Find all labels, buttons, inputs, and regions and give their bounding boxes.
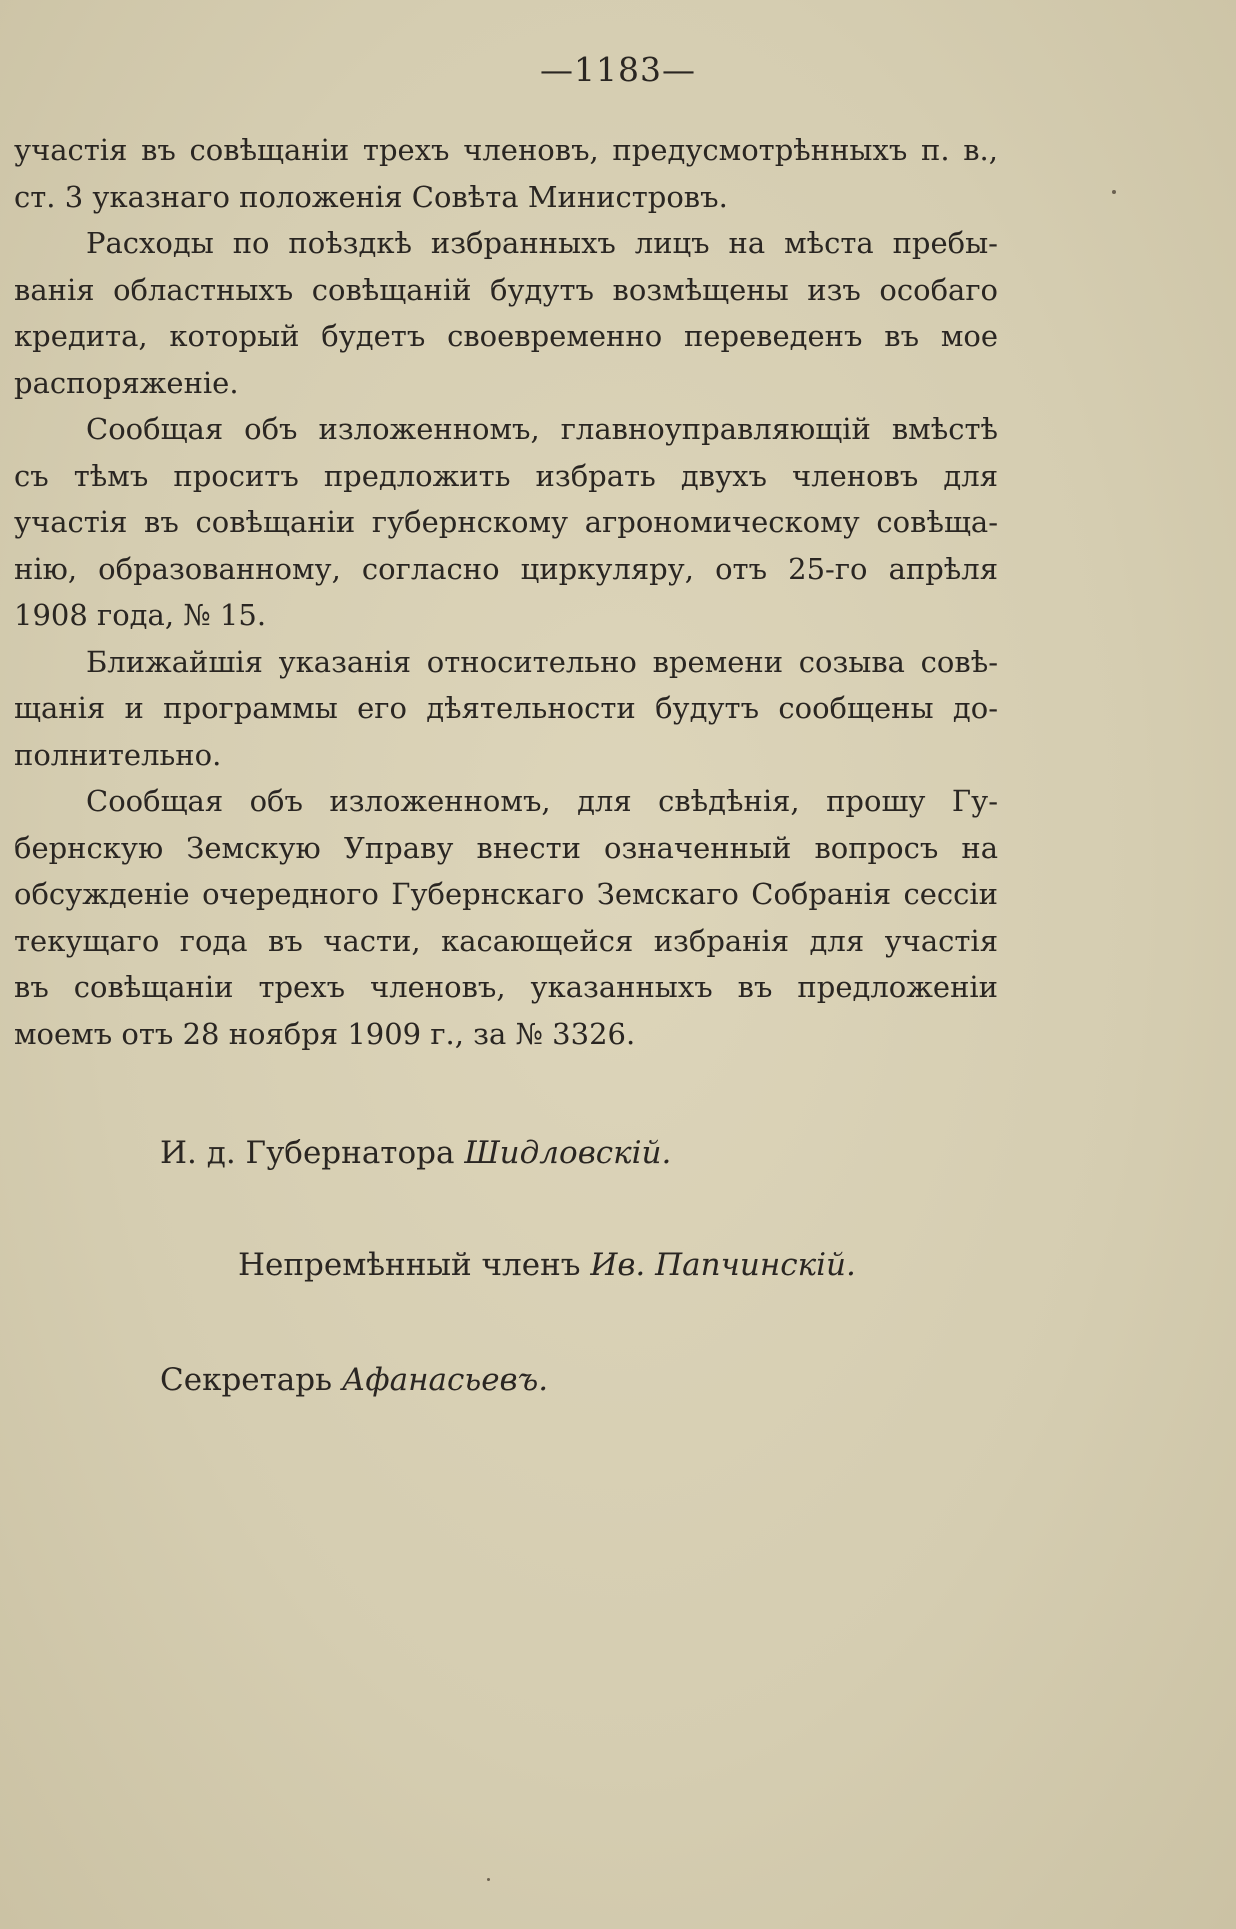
text-line: текущаго года въ части, касающейся избранія для участія [14,923,998,958]
text-line: ст. 3 указнаго положенія Совѣта Министровъ. [14,179,728,214]
signature-title: Непремѣнный членъ [238,1247,581,1283]
text-line: Сообщая объ изложенномъ, для свѣдѣнія, прошу Гу- [86,784,998,818]
page-number: —1183— [540,50,696,89]
text-line: распоряженіе. [14,365,239,400]
signature-secretary [160,1362,548,1398]
text-line: полнительно. [14,737,222,772]
text-line: нію, образованному, согласно циркуляру, отъ 25-го апрѣля [14,551,998,586]
text-line: участія въ совѣщаніи трехъ членовъ, предусмотрѣнныхъ п. в., [14,133,998,167]
text-line: Расходы по поѣздкѣ избранныхъ лицъ на мѣста пребы- [86,226,998,260]
signature-name: Ив. Папчинскій. [590,1247,856,1283]
text-line: кредита, который будетъ своевременно переведенъ въ мое [14,319,998,353]
signature-name: Афанасьевъ. [341,1362,549,1398]
text-line: съ тѣмъ проситъ предложить избрать двухъ членовъ для [14,458,998,493]
text-line: въ совѣщаніи трехъ членовъ, указанныхъ въ предложеніи [14,970,998,1004]
text-line: участія въ совѣщаніи губернскому агрономическому совѣща- [14,505,998,539]
signature-title: Секретарь [160,1362,332,1398]
paper-speck [487,1878,490,1881]
text-line: Ближайшія указанія относительно времени созыва совѣ- [86,644,998,679]
body-text [14,127,998,1057]
signature-title: И. д. Губернатора [160,1135,455,1171]
paper-speck [1112,190,1116,194]
text-line: Сообщая объ изложенномъ, главноуправляющій вмѣстѣ [86,412,998,446]
text-line: обсужденіе очередного Губернскаго Земскаго Собранія сессіи [14,877,998,911]
text-line: бернскую Земскую Управу внести означенный вопросъ на [14,830,998,865]
signature-governor [160,1135,671,1171]
text-line: ванія областныхъ совѣщаній будутъ возмѣщены изъ особаго [14,272,998,307]
signature-name: Шидловскій. [464,1135,672,1171]
signature-permanent-member [238,1247,856,1283]
text-line: 1908 года, № 15. [14,598,267,632]
text-line: щанія и программы его дѣятельности будутъ сообщены до- [14,691,998,725]
text-line: моемъ отъ 28 ноября 1909 г., за № 3326. [14,1016,636,1051]
